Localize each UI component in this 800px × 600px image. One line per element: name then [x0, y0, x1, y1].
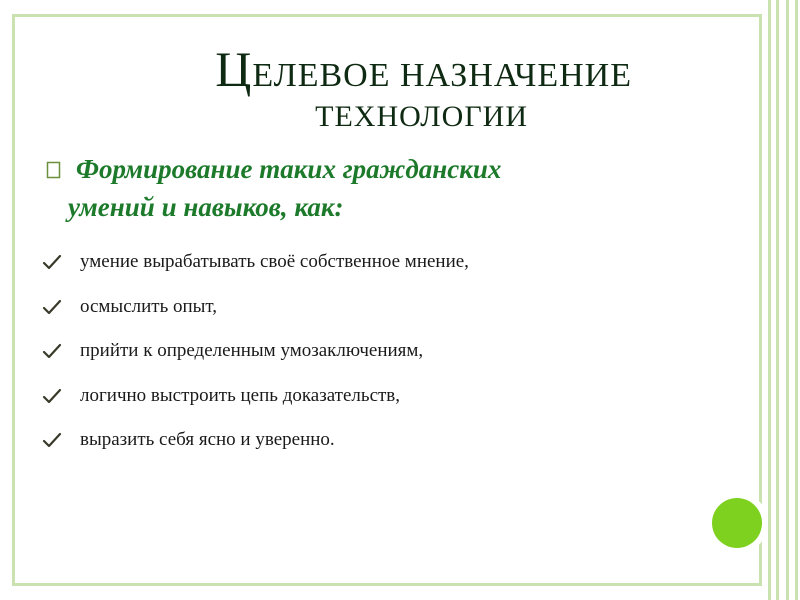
checkmark-icon [42, 253, 62, 271]
decorative-stripe [776, 0, 779, 600]
square-bullet-icon [46, 161, 62, 179]
title-line-2: ТЕХНОЛОГИИ [315, 100, 528, 133]
list-item [42, 336, 722, 381]
list-item-text: выразить себя ясно и уверенно. [80, 429, 335, 450]
title-line-1-rest: ЕЛЕВОЕ НАЗНАЧЕНИЕ [252, 57, 632, 94]
decorative-stripe [795, 0, 798, 600]
checkmark-icon [42, 342, 62, 360]
list-item [42, 381, 722, 426]
decorative-stripe [786, 0, 789, 600]
list-item [42, 425, 722, 470]
lead-paragraph [46, 150, 686, 226]
lead-line-2: умений и навыков, как: [68, 192, 344, 222]
bullet-list [42, 247, 722, 470]
slide-title [120, 41, 640, 133]
list-item [42, 247, 722, 292]
checkmark-icon [42, 431, 62, 449]
checkmark-icon [42, 387, 62, 405]
checkmark-icon [42, 298, 62, 316]
list-item-text: осмыслить опыт, [80, 295, 218, 317]
list-item-text: логично выстроить цепь доказательств, [80, 384, 401, 406]
list-item-text: умение вырабатывать своё собственное мнение, [80, 251, 469, 272]
title-first-letter: Ц [215, 41, 253, 97]
list-item-text: прийти к определенным умозаключениям, [80, 340, 424, 361]
list-item [42, 292, 722, 337]
title-line-1 [120, 41, 640, 97]
accent-dot [712, 498, 762, 548]
lead-line-1: Формирование таких гражданских [76, 154, 502, 184]
decorative-stripe [768, 0, 771, 600]
